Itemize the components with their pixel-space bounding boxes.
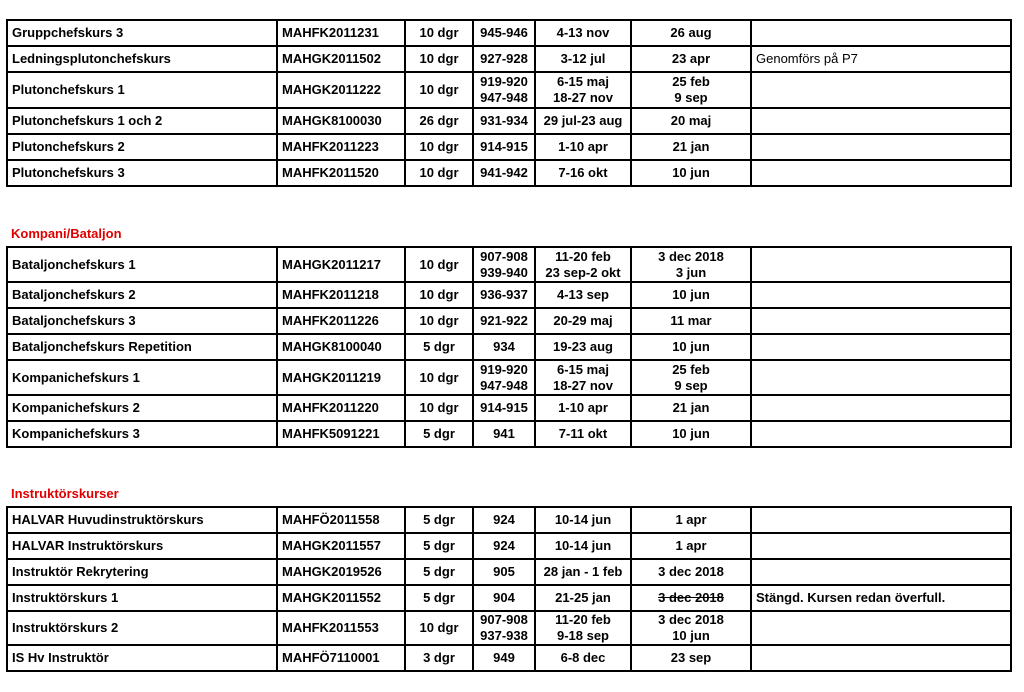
table-row [7, 247, 1011, 282]
week-cell [473, 585, 535, 611]
table-body [7, 20, 1011, 186]
dates-cell-line: 11-20 feb [555, 248, 611, 264]
course-table-kompani-bataljon [6, 246, 1012, 448]
week-cell [473, 160, 535, 186]
dates-cell [535, 160, 631, 186]
dates-cell [535, 282, 631, 308]
deadline-cell [631, 645, 751, 671]
section-title-instruktorskurser: Instruktörskurser [11, 486, 119, 501]
duration-cell: 5 dgr [405, 585, 473, 611]
section-title-kompani-bataljon: Kompani/Bataljon [11, 226, 122, 241]
table-row [7, 533, 1011, 559]
dates-cell [535, 46, 631, 72]
week-cell-line: 947-948 [480, 377, 528, 393]
week-cell [473, 559, 535, 585]
week-cell-line: 907-908 [480, 248, 528, 264]
dates-cell [535, 559, 631, 585]
course-name-cell: Instruktör Rekrytering [7, 559, 277, 585]
week-cell [473, 20, 535, 46]
dates-cell-line: 4-13 sep [556, 287, 610, 302]
course-code-cell: MAHFÖ7110001 [277, 645, 405, 671]
week-cell-line: 941 [493, 426, 515, 441]
duration-cell: 5 dgr [405, 421, 473, 447]
course-name-cell: Bataljonchefskurs 1 [7, 247, 277, 282]
deadline-cell [631, 72, 751, 108]
deadline-cell [631, 395, 751, 421]
week-cell-line: 924 [493, 538, 515, 553]
course-name-cell: IS Hv Instruktör [7, 645, 277, 671]
deadline-cell [631, 160, 751, 186]
deadline-cell [631, 421, 751, 447]
note-cell [751, 507, 1011, 533]
deadline-cell-line: 3 dec 2018 [658, 564, 724, 579]
dates-cell-line: 1-10 apr [558, 400, 608, 415]
course-name-cell: Bataljonchefskurs 3 [7, 308, 277, 334]
deadline-cell [631, 360, 751, 395]
duration-cell: 10 dgr [405, 134, 473, 160]
dates-cell-line: 9-18 sep [556, 628, 610, 643]
course-code-cell: MAHFK2011231 [277, 20, 405, 46]
deadline-cell-line: 11 mar [670, 313, 712, 328]
deadline-cell-line: 23 apr [671, 51, 711, 66]
deadline-cell [631, 334, 751, 360]
deadline-cell-line: 25 feb [672, 74, 710, 89]
week-cell [473, 611, 535, 645]
deadline-cell-line: 9 sep [674, 90, 708, 105]
course-name-cell: Gruppchefskurs 3 [7, 20, 277, 46]
course-code-cell: MAHFÖ2011558 [277, 507, 405, 533]
dates-cell [535, 72, 631, 108]
note-cell [751, 247, 1011, 282]
dates-cell-line: 29 jul-23 aug [543, 113, 623, 128]
course-code-cell: MAHGK8100040 [277, 334, 405, 360]
week-cell-line: 921-922 [480, 313, 528, 328]
week-cell-line: 904 [493, 590, 515, 605]
course-table-pluton [6, 19, 1012, 187]
table-row [7, 421, 1011, 447]
duration-cell: 26 dgr [405, 108, 473, 134]
course-code-cell: MAHGK2011552 [277, 585, 405, 611]
deadline-cell-line: 3 dec 2018 [658, 248, 724, 264]
dates-cell-line: 11-20 feb [555, 612, 611, 627]
dates-cell-line: 21-25 jan [555, 590, 611, 605]
note-cell [751, 421, 1011, 447]
course-code-cell: MAHFK2011218 [277, 282, 405, 308]
week-cell [473, 360, 535, 395]
course-code-cell: MAHGK2011222 [277, 72, 405, 108]
dates-cell-line: 10-14 jun [554, 512, 612, 527]
week-cell-line: 914-915 [480, 139, 528, 154]
deadline-cell [631, 507, 751, 533]
week-cell [473, 645, 535, 671]
dates-cell-line: 6-15 maj [556, 74, 610, 89]
table-body [7, 247, 1011, 447]
course-code-cell: MAHGK2011557 [277, 533, 405, 559]
week-cell-line: 919-920 [480, 361, 528, 377]
deadline-cell-line: 3 dec 2018 [658, 590, 724, 605]
deadline-cell-line: 26 aug [670, 25, 712, 40]
note-cell [751, 108, 1011, 134]
dates-cell-line: 28 jan - 1 feb [543, 564, 623, 579]
week-cell-line: 941-942 [480, 165, 528, 180]
dates-cell-line: 7-16 okt [558, 165, 608, 180]
duration-cell: 10 dgr [405, 20, 473, 46]
deadline-cell [631, 308, 751, 334]
course-name-cell: Kompanichefskurs 2 [7, 395, 277, 421]
week-cell-line: 936-937 [480, 287, 528, 302]
deadline-cell [631, 46, 751, 72]
week-cell-line: 937-938 [480, 628, 528, 643]
deadline-cell [631, 611, 751, 645]
dates-cell-line: 18-27 nov [553, 377, 613, 393]
deadline-cell-line: 21 jan [672, 139, 710, 154]
duration-cell: 5 dgr [405, 533, 473, 559]
duration-cell: 10 dgr [405, 282, 473, 308]
dates-cell-line: 20-29 maj [553, 313, 613, 328]
duration-cell: 10 dgr [405, 46, 473, 72]
deadline-cell-line: 10 jun [672, 628, 710, 643]
dates-cell [535, 334, 631, 360]
week-cell [473, 308, 535, 334]
duration-cell: 5 dgr [405, 334, 473, 360]
duration-cell: 10 dgr [405, 395, 473, 421]
dates-cell [535, 421, 631, 447]
week-cell-line: 919-920 [480, 74, 528, 89]
table-row [7, 611, 1011, 645]
table-row [7, 308, 1011, 334]
deadline-cell-line: 10 jun [672, 287, 710, 302]
week-cell [473, 533, 535, 559]
week-cell [473, 46, 535, 72]
note-cell [751, 160, 1011, 186]
course-code-cell: MAHFK2011220 [277, 395, 405, 421]
course-code-cell: MAHGK8100030 [277, 108, 405, 134]
deadline-cell-line: 21 jan [672, 400, 710, 415]
note-cell [751, 395, 1011, 421]
dates-cell-line: 18-27 nov [553, 90, 613, 105]
course-table-instruktorskurser [6, 506, 1012, 672]
deadline-cell [631, 585, 751, 611]
week-cell-line: 927-928 [480, 51, 528, 66]
dates-cell-line: 3-12 jul [560, 51, 606, 66]
note-cell [751, 308, 1011, 334]
duration-cell: 10 dgr [405, 308, 473, 334]
deadline-cell-line: 3 jun [675, 264, 707, 280]
dates-cell [535, 360, 631, 395]
course-code-cell: MAHFK2011226 [277, 308, 405, 334]
duration-cell: 10 dgr [405, 72, 473, 108]
course-code-cell: MAHFK2011520 [277, 160, 405, 186]
table-row [7, 334, 1011, 360]
table-row [7, 585, 1011, 611]
table-row [7, 108, 1011, 134]
note-cell: Stängd. Kursen redan överfull. [751, 585, 1011, 611]
course-name-cell: Instruktörskurs 1 [7, 585, 277, 611]
course-code-cell: MAHFK5091221 [277, 421, 405, 447]
deadline-cell-line: 3 dec 2018 [658, 612, 724, 627]
course-name-cell: HALVAR Instruktörskurs [7, 533, 277, 559]
table-row [7, 72, 1011, 108]
note-cell [751, 134, 1011, 160]
week-cell-line: 945-946 [480, 25, 528, 40]
week-cell [473, 334, 535, 360]
table-body [7, 507, 1011, 671]
course-name-cell: Plutonchefskurs 1 och 2 [7, 108, 277, 134]
dates-cell [535, 395, 631, 421]
table-row [7, 559, 1011, 585]
dates-cell [535, 20, 631, 46]
deadline-cell [631, 108, 751, 134]
dates-cell-line: 23 sep-2 okt [545, 264, 621, 280]
course-name-cell: Kompanichefskurs 3 [7, 421, 277, 447]
table-row [7, 282, 1011, 308]
deadline-cell-line: 1 apr [675, 538, 707, 553]
week-cell [473, 134, 535, 160]
duration-cell: 10 dgr [405, 160, 473, 186]
course-name-cell: HALVAR Huvudinstruktörskurs [7, 507, 277, 533]
deadline-cell [631, 20, 751, 46]
note-cell [751, 611, 1011, 645]
course-name-cell: Instruktörskurs 2 [7, 611, 277, 645]
table-row [7, 645, 1011, 671]
duration-cell: 10 dgr [405, 360, 473, 395]
week-cell [473, 507, 535, 533]
note-cell [751, 559, 1011, 585]
course-name-cell: Plutonchefskurs 3 [7, 160, 277, 186]
table-row [7, 507, 1011, 533]
note-cell [751, 533, 1011, 559]
dates-cell-line: 19-23 aug [553, 339, 613, 354]
deadline-cell-line: 23 sep [670, 650, 712, 665]
week-cell [473, 282, 535, 308]
dates-cell [535, 247, 631, 282]
dates-cell-line: 6-8 dec [560, 650, 606, 665]
course-code-cell: MAHGK2019526 [277, 559, 405, 585]
week-cell-line: 939-940 [480, 264, 528, 280]
course-name-cell: Plutonchefskurs 1 [7, 72, 277, 108]
course-name-cell: Bataljonchefskurs Repetition [7, 334, 277, 360]
deadline-cell [631, 282, 751, 308]
table-row [7, 360, 1011, 395]
course-code-cell: MAHFK2011553 [277, 611, 405, 645]
course-code-cell: MAHGK2011219 [277, 360, 405, 395]
duration-cell: 3 dgr [405, 645, 473, 671]
course-code-cell: MAHFK2011223 [277, 134, 405, 160]
week-cell [473, 421, 535, 447]
table-row [7, 20, 1011, 46]
dates-cell-line: 7-11 okt [558, 426, 608, 441]
course-code-cell: MAHGK2011502 [277, 46, 405, 72]
course-name-cell: Ledningsplutonchefskurs [7, 46, 277, 72]
week-cell-line: 949 [493, 650, 515, 665]
course-name-cell: Bataljonchefskurs 2 [7, 282, 277, 308]
dates-cell-line: 1-10 apr [558, 139, 608, 154]
note-cell [751, 72, 1011, 108]
duration-cell: 10 dgr [405, 247, 473, 282]
week-cell [473, 395, 535, 421]
dates-cell [535, 645, 631, 671]
table-row [7, 160, 1011, 186]
dates-cell-line: 10-14 jun [554, 538, 612, 553]
table-row [7, 46, 1011, 72]
dates-cell [535, 134, 631, 160]
table-row [7, 134, 1011, 160]
dates-cell [535, 585, 631, 611]
dates-cell [535, 507, 631, 533]
week-cell-line: 931-934 [480, 113, 528, 128]
course-name-cell: Plutonchefskurs 2 [7, 134, 277, 160]
duration-cell: 5 dgr [405, 507, 473, 533]
duration-cell: 10 dgr [405, 611, 473, 645]
table-row [7, 395, 1011, 421]
note-cell [751, 360, 1011, 395]
week-cell [473, 108, 535, 134]
deadline-cell-line: 10 jun [672, 426, 710, 441]
course-name-cell: Kompanichefskurs 1 [7, 360, 277, 395]
deadline-cell-line: 20 maj [670, 113, 712, 128]
deadline-cell [631, 247, 751, 282]
dates-cell-line: 6-15 maj [556, 361, 610, 377]
week-cell-line: 924 [493, 512, 515, 527]
dates-cell [535, 108, 631, 134]
week-cell [473, 247, 535, 282]
week-cell-line: 947-948 [480, 90, 528, 105]
dates-cell [535, 533, 631, 559]
note-cell [751, 282, 1011, 308]
week-cell-line: 905 [493, 564, 515, 579]
deadline-cell-line: 10 jun [672, 339, 710, 354]
week-cell [473, 72, 535, 108]
dates-cell [535, 308, 631, 334]
dates-cell-line: 4-13 nov [556, 25, 610, 40]
deadline-cell-line: 10 jun [672, 165, 710, 180]
week-cell-line: 914-915 [480, 400, 528, 415]
course-code-cell: MAHGK2011217 [277, 247, 405, 282]
note-cell [751, 645, 1011, 671]
note-cell [751, 334, 1011, 360]
duration-cell: 5 dgr [405, 559, 473, 585]
dates-cell [535, 611, 631, 645]
deadline-cell-line: 9 sep [674, 377, 708, 393]
deadline-cell [631, 559, 751, 585]
deadline-cell [631, 533, 751, 559]
note-cell: Genomförs på P7 [751, 46, 1011, 72]
deadline-cell-line: 25 feb [672, 361, 710, 377]
week-cell-line: 907-908 [480, 612, 528, 627]
note-cell [751, 20, 1011, 46]
deadline-cell [631, 134, 751, 160]
week-cell-line: 934 [493, 339, 515, 354]
deadline-cell-line: 1 apr [675, 512, 707, 527]
